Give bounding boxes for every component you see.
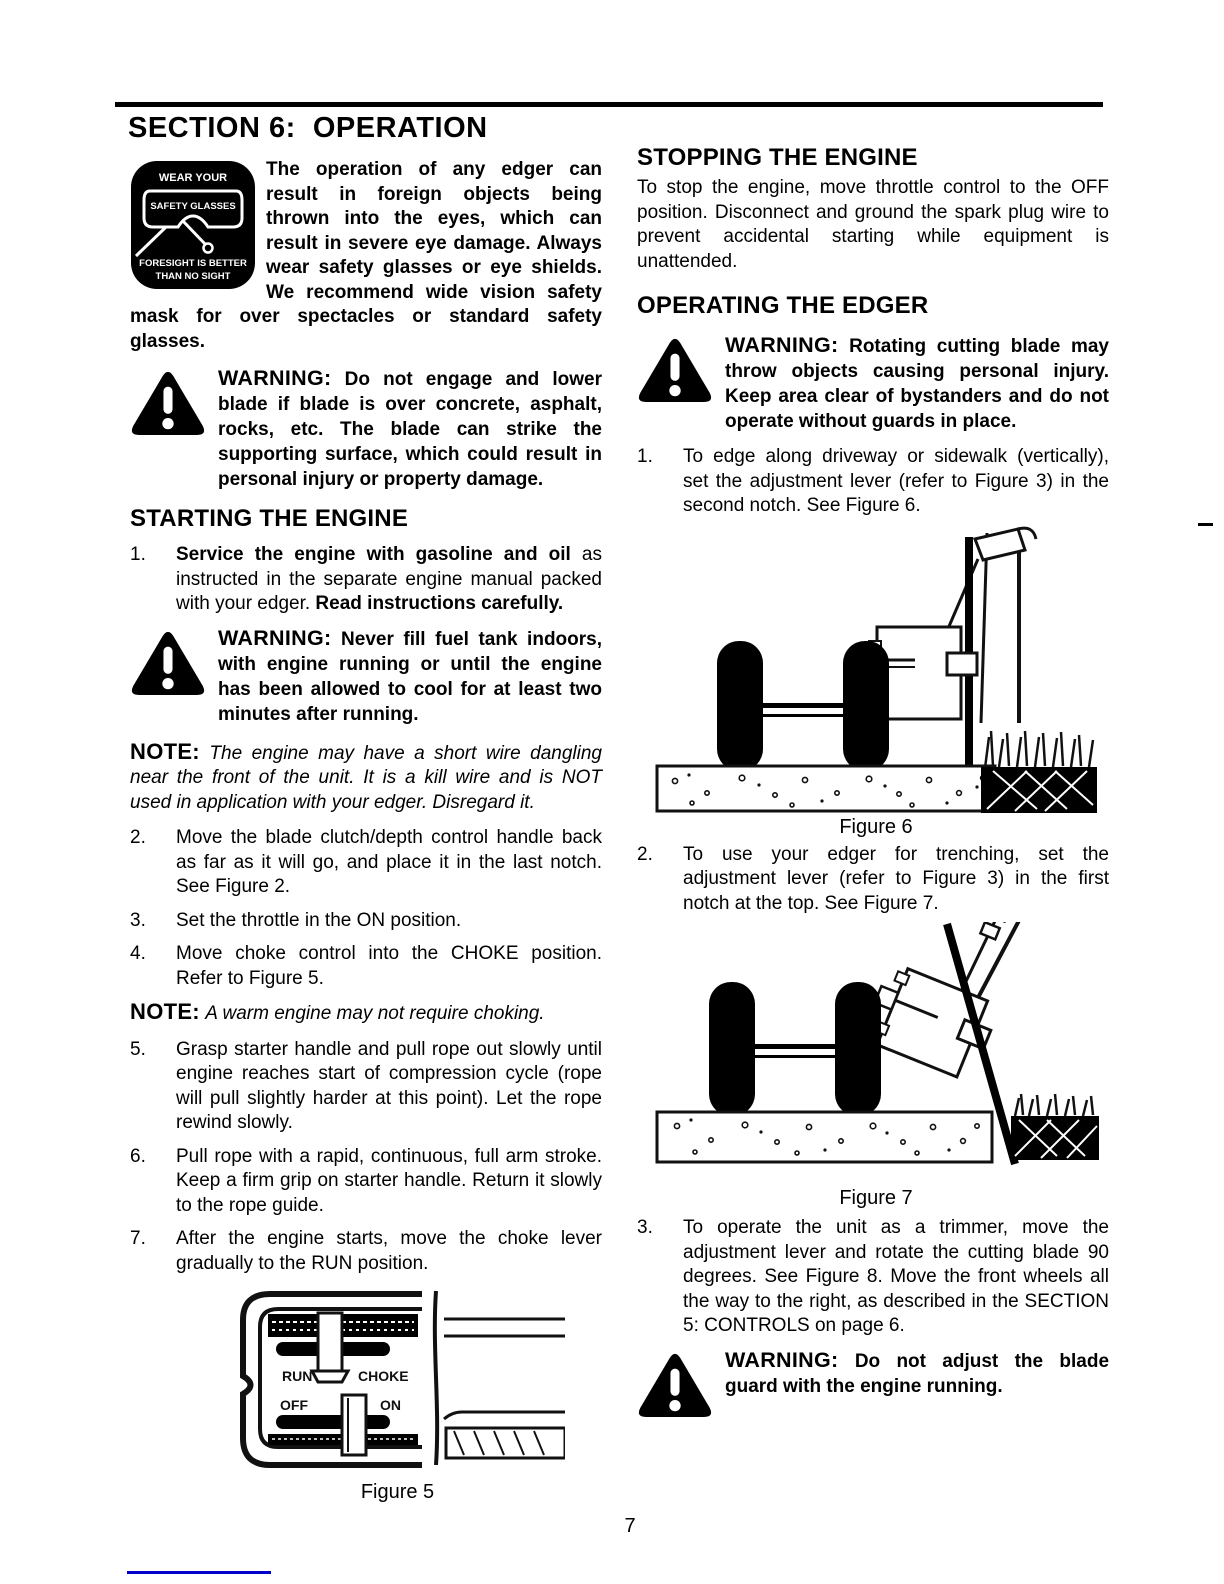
list-item-1 xyxy=(637,445,1109,519)
item-text: Grasp starter handle and pull rope out slowly until engine reaches start of compression cycle (rope will pull slightly harder at this point). Let the rope rewind slowly. xyxy=(176,1038,602,1133)
note-text: The engine may have a short wire dangling near the front of the unit. It is a kill wire and is NOT used in application with your edger. Disregard it. xyxy=(130,742,602,813)
figure-5-illustration xyxy=(230,1286,565,1478)
fig5-label-on: ON xyxy=(380,1397,401,1413)
warning-block-blade-guard xyxy=(637,1348,1109,1425)
figure-7 xyxy=(647,922,1105,1210)
item-text: Move choke control into the CHOKE position. Refer to Figure 5. xyxy=(176,943,602,989)
intro-block xyxy=(130,158,602,354)
item-text: After the engine starts, move the choke lever gradually to the RUN position. xyxy=(176,1228,602,1274)
warning-text: Never fill fuel tank indoors, with engine running or until the engine has been allowed to cool for at least two minutes after running. xyxy=(218,628,603,725)
item-number: 1. xyxy=(130,544,146,565)
warning-triangle-icon xyxy=(637,1348,725,1425)
page-title: SECTION 6: OPERATION xyxy=(128,112,488,144)
warning-text: Rotating cutting blade may throw objects causing personal injury. Keep area clear of bystanders and do not operate without guards in place. xyxy=(725,336,1109,432)
list-item-1 xyxy=(130,543,602,617)
note-text: A warm engine may not require choking. xyxy=(205,1003,545,1024)
warning-label: WARNING: xyxy=(218,366,332,390)
warning-triangle-icon xyxy=(130,366,218,492)
heading-starting-the-engine: STARTING THE ENGINE xyxy=(130,505,409,532)
left-column xyxy=(130,158,602,1504)
warning-block-blade xyxy=(130,366,602,492)
page-number: 7 xyxy=(624,1515,636,1537)
list-item-4 xyxy=(130,942,602,991)
item-number: 2. xyxy=(130,827,146,848)
figure-6-illustration xyxy=(647,523,1105,813)
list-item-3 xyxy=(130,909,602,934)
item-text: To use your edger for trenching, set the adjustment lever (refer to Figure 3) in the first notch at the top. See Figure 7. xyxy=(683,843,1109,914)
fig5-label-run: RUN xyxy=(282,1368,313,1384)
warning-label: WARNING: xyxy=(725,1347,839,1372)
warning-triangle-icon xyxy=(637,333,725,434)
list-item-2 xyxy=(637,843,1109,917)
list-item-2 xyxy=(130,826,602,900)
badge-text-3: FORESIGHT IS BETTER xyxy=(139,258,247,269)
item-text-bold: Service the engine with gasoline and oil xyxy=(176,544,571,565)
item-text: Move the blade clutch/depth control handle back as far as it will go, and place it in the last notch. See Figure 2. xyxy=(176,827,602,897)
note-kill-wire xyxy=(130,740,602,816)
figure-6 xyxy=(647,523,1105,839)
note-label: NOTE: xyxy=(130,999,200,1024)
item-number: 1. xyxy=(637,446,653,467)
item-number: 5. xyxy=(130,1038,146,1060)
note-label: NOTE: xyxy=(130,738,200,764)
badge-text-2: SAFETY GLASSES xyxy=(150,201,236,212)
item-text: as instructed in the separate engine manual packed with your edger. xyxy=(176,544,602,614)
figure-5 xyxy=(230,1286,565,1504)
fig5-label-off: OFF xyxy=(280,1397,308,1413)
item-number: 6. xyxy=(130,1145,146,1167)
figure-5-caption: Figure 5 xyxy=(360,1481,435,1503)
heading-operating-the-edger: OPERATING THE EDGER xyxy=(637,292,929,319)
intro-text: The operation of any edger can result in foreign objects being thrown into the eyes, which can result in severe eye damage. Always wear safety glasses or eye shields. We recommend wide vision safety mask for over spectacles or standard safety glasses. xyxy=(130,159,602,352)
stopping-paragraph: To stop the engine, move throttle control to the OFF position. Disconnect and ground the spark plug wire to prevent accidental starting while equipment is unattended. xyxy=(637,177,1109,272)
warning-block-rotating-blade xyxy=(637,333,1109,434)
list-item-6 xyxy=(130,1145,602,1219)
item-number: 3. xyxy=(637,1217,653,1238)
scan-dash-mark xyxy=(1198,523,1213,526)
item-text: To operate the unit as a trimmer, move the adjustment lever and rotate the cutting blade 90 degrees. See Figure 8. Move the front wheels all the way to the right, as described in the SECTION 5: CONTROLS on page 6. xyxy=(683,1217,1109,1336)
bottom-blue-line xyxy=(127,1571,271,1574)
list-item-3 xyxy=(637,1216,1109,1339)
note-warm-engine xyxy=(130,1000,602,1027)
item-number: 2. xyxy=(637,843,653,865)
item-number: 7. xyxy=(130,1228,146,1249)
figure-7-illustration xyxy=(647,922,1105,1184)
list-item-7 xyxy=(130,1227,602,1276)
item-text: Set the throttle in the ON position. xyxy=(176,909,462,931)
badge-text-1: WEAR YOUR xyxy=(158,172,228,184)
top-rule xyxy=(115,102,1103,107)
item-number: 4. xyxy=(130,943,146,964)
warning-text: Do not adjust the blade guard with the engine running. xyxy=(725,1350,1110,1397)
list-item-5 xyxy=(130,1038,602,1136)
badge-text-4: THAN NO SIGHT xyxy=(155,271,231,282)
item-number: 3. xyxy=(130,909,146,931)
warning-text: Do not engage and lower blade if blade is over concrete, asphalt, rocks, etc. The blade can strike the supporting surface, which could result in personal injury or property damage. xyxy=(218,369,603,490)
warning-block-fuel xyxy=(130,626,602,727)
item-text-bold: Read instructions carefully. xyxy=(315,593,564,614)
warning-triangle-icon xyxy=(130,626,218,727)
figure-6-caption: Figure 6 xyxy=(839,815,913,838)
warning-label: WARNING: xyxy=(218,625,332,650)
right-column xyxy=(637,142,1109,1438)
heading-stopping-the-engine: STOPPING THE ENGINE xyxy=(637,144,918,171)
item-text: To edge along driveway or sidewalk (vertically), set the adjustment lever (refer to Figure 3) in the second notch. See Figure 6. xyxy=(683,446,1109,516)
figure-7-caption: Figure 7 xyxy=(839,1187,913,1209)
warning-label: WARNING: xyxy=(725,333,839,357)
fig5-label-choke: CHOKE xyxy=(358,1368,409,1384)
item-text: Pull rope with a rapid, continuous, full arm stroke. Keep a firm grip on starter handle. Return it slowly to the rope guide. xyxy=(176,1145,602,1216)
safety-glasses-icon xyxy=(130,160,256,290)
